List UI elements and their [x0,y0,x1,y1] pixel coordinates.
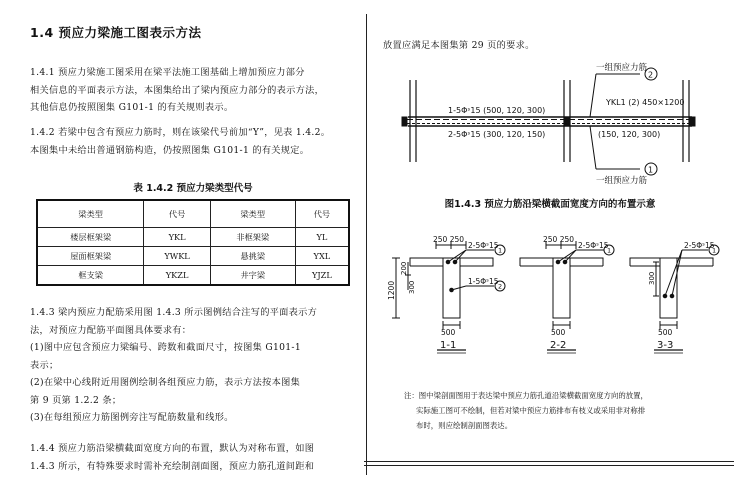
callout-number: 1 [648,165,654,175]
beam-label: YKL1 (2) 450×1200 [606,98,685,107]
beam-plan-figure [402,68,695,175]
dim-offset: 200 [400,261,408,275]
table-header-cell: 代号 [295,200,349,228]
section-2-2-drawing [520,241,614,353]
dim-offset: 300 [408,280,416,294]
section-heading: 1.4 预应力梁施工图表示方法 [30,25,202,40]
table-cell: 屋面框架梁 [37,247,144,266]
coords-label: (150, 120, 300) [598,130,661,139]
dim-width: 500 [551,328,566,337]
section-name: 2-2 [550,340,567,351]
table-header-cell: 梁类型 [210,200,295,228]
table-cell: YKL [144,228,210,247]
callout-number: 1 [498,246,503,255]
text-line: (2)在梁中心线附近用图例绘制各组预应力筋，表示方法按本图集 [30,377,301,388]
text-line: 1.4.4 预应力筋沿梁横截面宽度方向的布置，默认为对称布置，如图 [30,443,315,454]
tendon-2-label: 2-5Φˢ15 (300, 120, 150) [448,130,546,139]
dim-width: 500 [658,328,673,337]
tendon-1-label: 1-5Φˢ15 (500, 120, 300) [448,106,546,115]
table-cell: 井字梁 [210,266,295,286]
dim-width: 500 [441,328,456,337]
table-caption: 表 1.4.2 预应力梁类型代号 [133,183,253,194]
table-cell: 框支梁 [37,266,144,286]
callout-number: 1 [712,246,717,255]
dim-height: 1200 [387,280,396,300]
table-header-cell: 梁类型 [37,200,144,228]
tendon-label: 2-5Φˢ15 [468,241,499,250]
callout-number: 2 [498,282,503,291]
note-line: 布时，则应绘制剖面图表达。 [416,421,513,430]
table-cell: YWKL [144,247,210,266]
section-name: 1-1 [440,340,457,351]
table-cell: 楼层框架梁 [37,228,144,247]
table-cell: YL [295,228,349,247]
section-name: 3-3 [657,340,674,351]
text-line: 相关信息的平面表示方法，本图集给出了梁内预应力部分的表示方法， [30,84,325,96]
continued-text: 放置应满足本图集第 29 页的要求。 [383,40,535,51]
text-line: (3)在每组预应力筋图例旁注写配筋数量和线形。 [30,412,234,423]
callout-number: 2 [648,70,654,80]
dim-offset: 300 [648,271,656,285]
table-header-cell: 代号 [144,200,210,228]
text-line: 法，对预应力配筋平面图具体要求有： [30,324,192,336]
dim-top: 250 250 [433,235,465,244]
table-cell: YJZL [295,266,349,286]
tendon-label: 1-5Φˢ15 [468,277,499,286]
table-cell: YXL [295,247,349,266]
callout-number: 1 [607,246,612,255]
tendon-label: 2-5Φˢ15 [684,241,715,250]
dim-top: 250 250 [543,235,575,244]
text-line: 第 9 页第 1.2.2 条； [30,394,122,406]
label-tendon-group-top: 一组预应力筋 [596,63,648,73]
label-tendon-group-bottom: 一组预应力筋 [596,176,648,186]
note-line: 实际施工图可不绘制，但若对梁中预应力筋排布有枝义或采用非对称排 [416,406,646,415]
text-line: 其他信息仍按照图集 G101-1 的有关规则表示。 [30,102,234,113]
text-line: 1.4.3 梁内预应力配筋采用图 1.4.3 所示图例结合注写的平面表示方 [30,307,318,318]
table-cell: YKZL [144,266,210,286]
text-line: (1)图中应包含预应力梁编号、跨数和截面尺寸，按图集 G101-1 [30,342,301,353]
text-line: 1.4.3 所示，有特殊要求时需补充绘制剖面图，预应力筋孔道间距和 [30,460,315,472]
figure-caption: 图1.4.3 预应力筋沿梁横截面宽度方向的布置示意 [444,199,656,210]
tendon-label: 2-5Φˢ15 [578,241,609,250]
text-line: 表示； [30,359,59,371]
text-line: 本图集中未给出普通钢筋构造，仍按照图集 G101-1 的有关规定。 [30,144,310,156]
table-cell: 非框架梁 [210,228,295,247]
title-block-border [364,461,734,476]
figure-note [404,388,724,433]
text-line: 1.4.2 若梁中包含有预应力筋时，则在该梁代号前加“Y”，见表 1.4.2。 [30,127,331,138]
section-3-3-drawing [630,245,719,353]
text-line: 1.4.1 预应力梁施工图采用在梁平法施工图基础上增加预应力部分 [30,67,305,78]
table-cell: 悬挑梁 [210,247,295,266]
note-line: 注：图中梁剖面图用于表达梁中预应力筋孔道沿梁横截面宽度方向的放置， [404,391,648,400]
